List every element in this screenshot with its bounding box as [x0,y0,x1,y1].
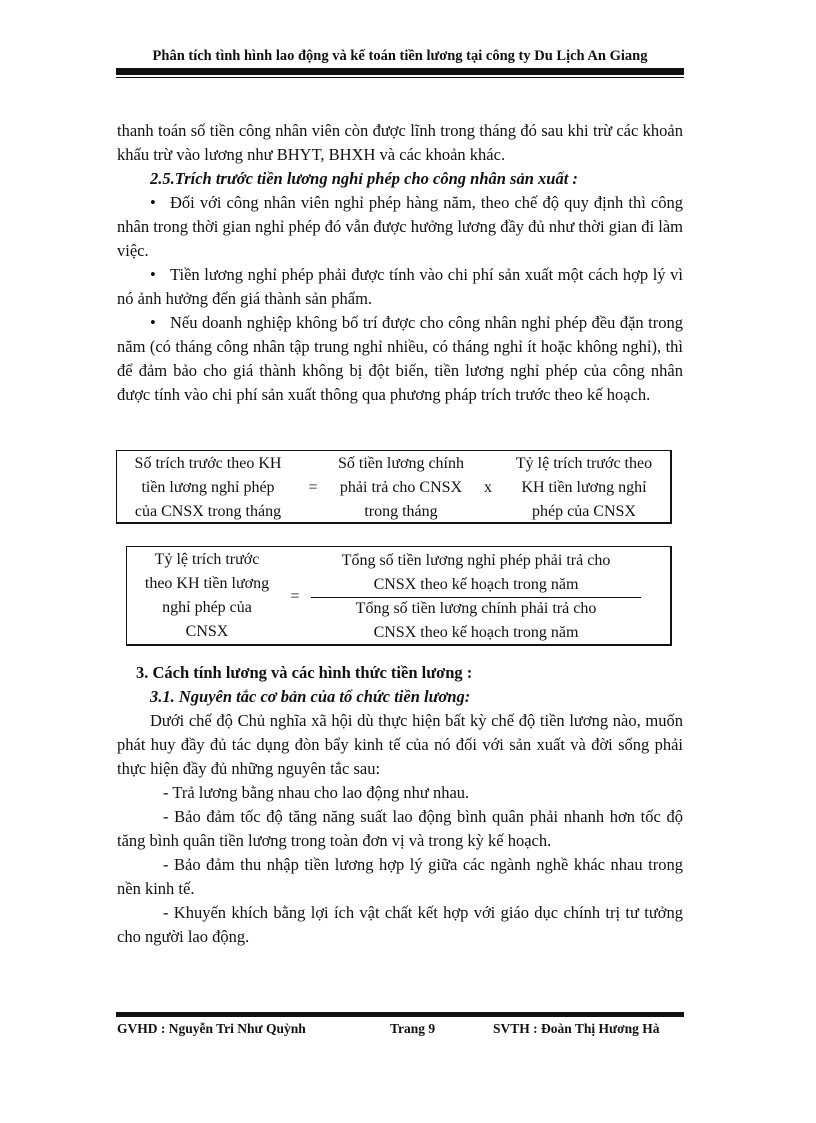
footer-supervisor: GVHD : Nguyễn Tri Như Quỳnh [117,1021,306,1036]
formula1-left-line: tiền lương nghỉ phép [141,479,275,496]
formula2-left-line: theo KH tiền lương [144,575,270,592]
formula2-left-line: nghỉ phép của [162,599,252,616]
formula1-middle-line: trong tháng [364,503,438,520]
formula2-numerator-line: CNSX theo kế hoạch trong năm [373,576,579,593]
formula-box-1 [116,450,672,524]
formula2-left-line: CNSX [185,623,229,640]
footer-student: SVTH : Đoàn Thị Hương Hà [493,1021,660,1036]
formula2-denominator-line: Tổng số tiền lương chính phải trả cho [355,600,597,617]
header-rule [116,68,684,75]
formula2-numerator-line: Tổng số tiền lương nghỉ phép phải trả cho [341,552,611,569]
formula1-left-line: của CNSX trong tháng [134,503,282,520]
footer-page-number: Trang 9 [390,1021,436,1036]
principle-item-3: - Bảo đảm thu nhập tiền lương hợp lý giữa các ngành nghề khác nhau trong nền kinh tế. [117,855,683,898]
bullet-icon: • [150,265,156,284]
formula1-times-sign: x [484,479,492,496]
bullet-text-2: Tiền lương nghỉ phép phải được tính vào chi phí sản xuất một cách hợp lý vì nó ảnh hưởng đến giá thành sản phẩm. [117,265,683,308]
formula1-right-line: phép của CNSX [532,503,636,520]
bullet-icon: • [150,193,156,212]
formula1-middle-line: Số tiền lương chính [337,455,464,472]
page-header-title: Phân tích tình hình lao động và kế toán tiền lương tại công ty Du Lịch An Giang [152,48,648,64]
formula2-left [127,548,287,644]
paragraph-continuation: thanh toán số tiền công nhân viên còn được lĩnh trong tháng đó sau khi trừ các khoản khấu trừ vào lương như BHYT, BHXH và các khoản khác. [117,121,683,164]
formula1-equals-sign: = [308,479,318,496]
formula2-left-line: Tỷ lệ trích trước [154,551,260,568]
bullet-text-3: Nếu doanh nghiệp không bố trí được cho công nhân nghỉ phép đều đặn trong năm (có tháng công nhân tập trung nghỉ nhiều, có tháng nghỉ ít hoặc không nghỉ), thì để đảm bảo cho giá thành không bị đột biến, tiền lương nghỉ phép của công nhân được tính vào chi phí sản xuất thông qua phương pháp trích trước theo kế hoạch. [117,313,683,404]
formula-box-2 [126,546,672,646]
formula2-denominator-line: CNSX theo kế hoạch trong năm [373,624,579,641]
section-heading-3-1: 3.1. Nguyên tắc cơ bản của tổ chức tiền lương: [150,687,471,706]
section3-intro: Dưới chế độ Chủ nghĩa xã hội dù thực hiện bất kỳ chế độ tiền lương nào, muốn phát huy đầy đủ tác dụng đòn bẩy kinh tế của nó đối với sản xuất và đời sống phải thực hiện đầy đủ những nguyên tắc sau: [117,711,683,778]
formula1-right [499,452,669,524]
formula2-denominator [307,597,645,645]
bullet-icon: • [150,313,156,332]
formula1-middle-line: phải trả cho CNSX [339,479,463,496]
bullet-paragraph-1 [117,191,683,263]
formula2-equals-sign: = [290,588,300,605]
footer-rule [116,1012,684,1017]
formula1-right-line: Tỷ lệ trích trước theo [515,455,653,472]
header-rule-thin [116,77,684,78]
principle-item-1: - Trả lương bằng nhau cho lao động như nhau. [163,783,470,802]
section-heading-3: 3. Cách tính lương và các hình thức tiền lương : [136,663,473,682]
formula1-left [119,452,297,524]
formula1-left-line: Số trích trước theo KH [134,455,282,472]
principle-item-2: - Bảo đảm tốc độ tăng năng suất lao động bình quân phải nhanh hơn tốc độ tăng bình quân tiền lương trong toàn đơn vị và trong kỳ kế hoạch. [117,807,683,850]
bullet-paragraph-2 [117,263,683,311]
bullet-text-1: Đối với công nhân viên nghỉ phép hàng năm, theo chế độ quy định thì công nhân trong thời gian nghỉ phép đó vẫn được hưởng lương đầy đủ như thời gian đi làm việc. [117,193,683,260]
section-heading-2-5: 2.5.Trích trước tiền lương nghỉ phép cho công nhân sản xuất : [150,169,578,188]
principle-item-4: - Khuyến khích bằng lợi ích vật chất kết hợp với giáo dục chính trị tư tưởng cho người lao động. [117,903,683,946]
formula1-middle [321,452,481,524]
formula2-numerator [307,549,645,597]
formula1-right-line: KH tiền lương nghỉ [521,479,647,496]
bullet-paragraph-3 [117,311,683,407]
